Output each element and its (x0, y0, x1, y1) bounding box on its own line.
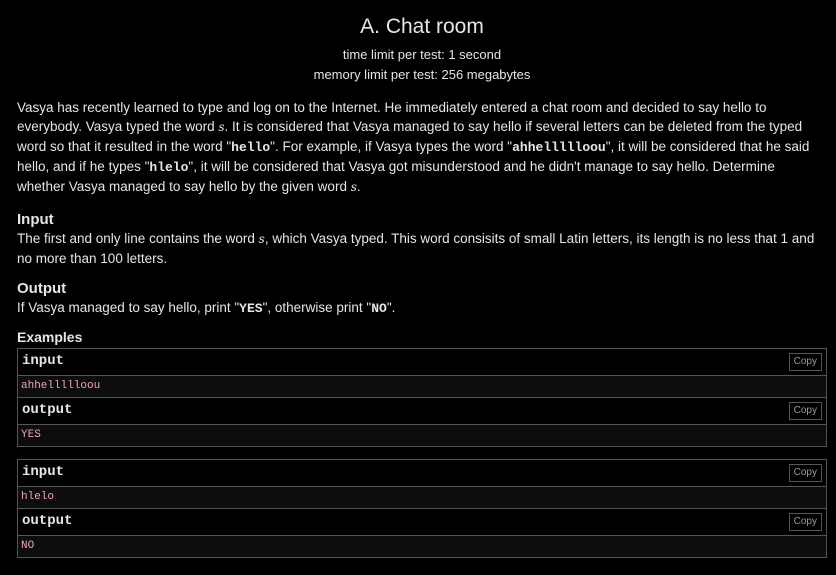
legend-text-6: . (356, 179, 361, 194)
example-2-input-value: hlelo (21, 491, 55, 503)
example-2-input-copy-button[interactable]: Copy (789, 464, 822, 482)
examples-title: Examples (17, 329, 83, 345)
problem-statement (17, 0, 827, 558)
input-section-title: Input (17, 211, 54, 228)
legend-code-example-1: ahhellllloou (512, 140, 606, 155)
output-text-1: If Vasya managed to say hello, print " (17, 300, 240, 315)
legend-text-4: ", it will be considered that he said hello, and if he types " (17, 139, 810, 174)
output-section-text (17, 298, 827, 318)
example-1-input-block (18, 376, 826, 398)
legend-text-3: ". For example, if Vasya types the word " (270, 139, 513, 154)
output-code-yes: YES (239, 301, 263, 316)
example-1-input-copy-button[interactable]: Copy (789, 353, 822, 371)
example-2-output-label: output (22, 513, 73, 529)
legend-var-s-2: s (350, 180, 357, 194)
problem-title: A. Chat room (360, 15, 484, 38)
input-text-2: , which Vasya typed. This word consisits of small Latin letters, its length is no less that 1 and no more than 100 letters. (17, 231, 815, 266)
output-section-title: Output (17, 280, 67, 297)
example-1-input-value: ahhellllloou (21, 380, 101, 392)
output-code-no: NO (371, 301, 387, 316)
input-var-s: s (258, 232, 265, 246)
example-1-output-value: YES (21, 429, 41, 441)
example-1-input-label: input (22, 353, 65, 369)
legend-text-1: Vasya has recently learned to type and log on to the Internet. He immediately entered a chat room and decided to say hello to everybody. Vasya typed the word (17, 100, 767, 134)
legend-text-5: ", it will be considered that Vasya got misunderstood and he didn't manage to say hello. Determine whether Vasya managed to say hello by the given word (17, 159, 775, 194)
example-2-output-copy-button[interactable]: Copy (789, 513, 822, 531)
output-text-2: ", otherwise print " (262, 300, 372, 315)
example-2-input-label: input (22, 464, 65, 480)
example-2-output-block (18, 536, 826, 557)
legend-code-example-2: hlelo (149, 160, 189, 175)
example-1-output-copy-button[interactable]: Copy (789, 402, 822, 420)
example-1-output-block (18, 425, 826, 446)
output-text-3: ". (386, 300, 396, 315)
time-limit: time limit per test: 1 second (342, 47, 502, 62)
legend-code-hello: hello (231, 140, 271, 155)
memory-limit: memory limit per test: 256 megabytes (313, 67, 531, 82)
example-1-output-label: output (22, 402, 73, 418)
example-2-input-block (18, 487, 826, 509)
example-1-input-header (18, 349, 826, 376)
example-2-output-value: NO (21, 540, 35, 552)
input-text-1: The first and only line contains the word (17, 231, 259, 246)
example-2-input-header (18, 460, 826, 487)
problem-header (17, 14, 827, 85)
example-test-2 (17, 459, 827, 558)
example-1-output-header (18, 398, 826, 425)
example-test-1 (17, 348, 827, 447)
legend-var-s: s (218, 120, 225, 134)
legend-text-2: . It is considered that Vasya managed to say hello if several letters can be deleted from the typed word so that it resulted in the word " (17, 119, 803, 154)
input-section-text (17, 229, 827, 268)
problem-legend (17, 98, 822, 197)
example-2-output-header (18, 509, 826, 536)
